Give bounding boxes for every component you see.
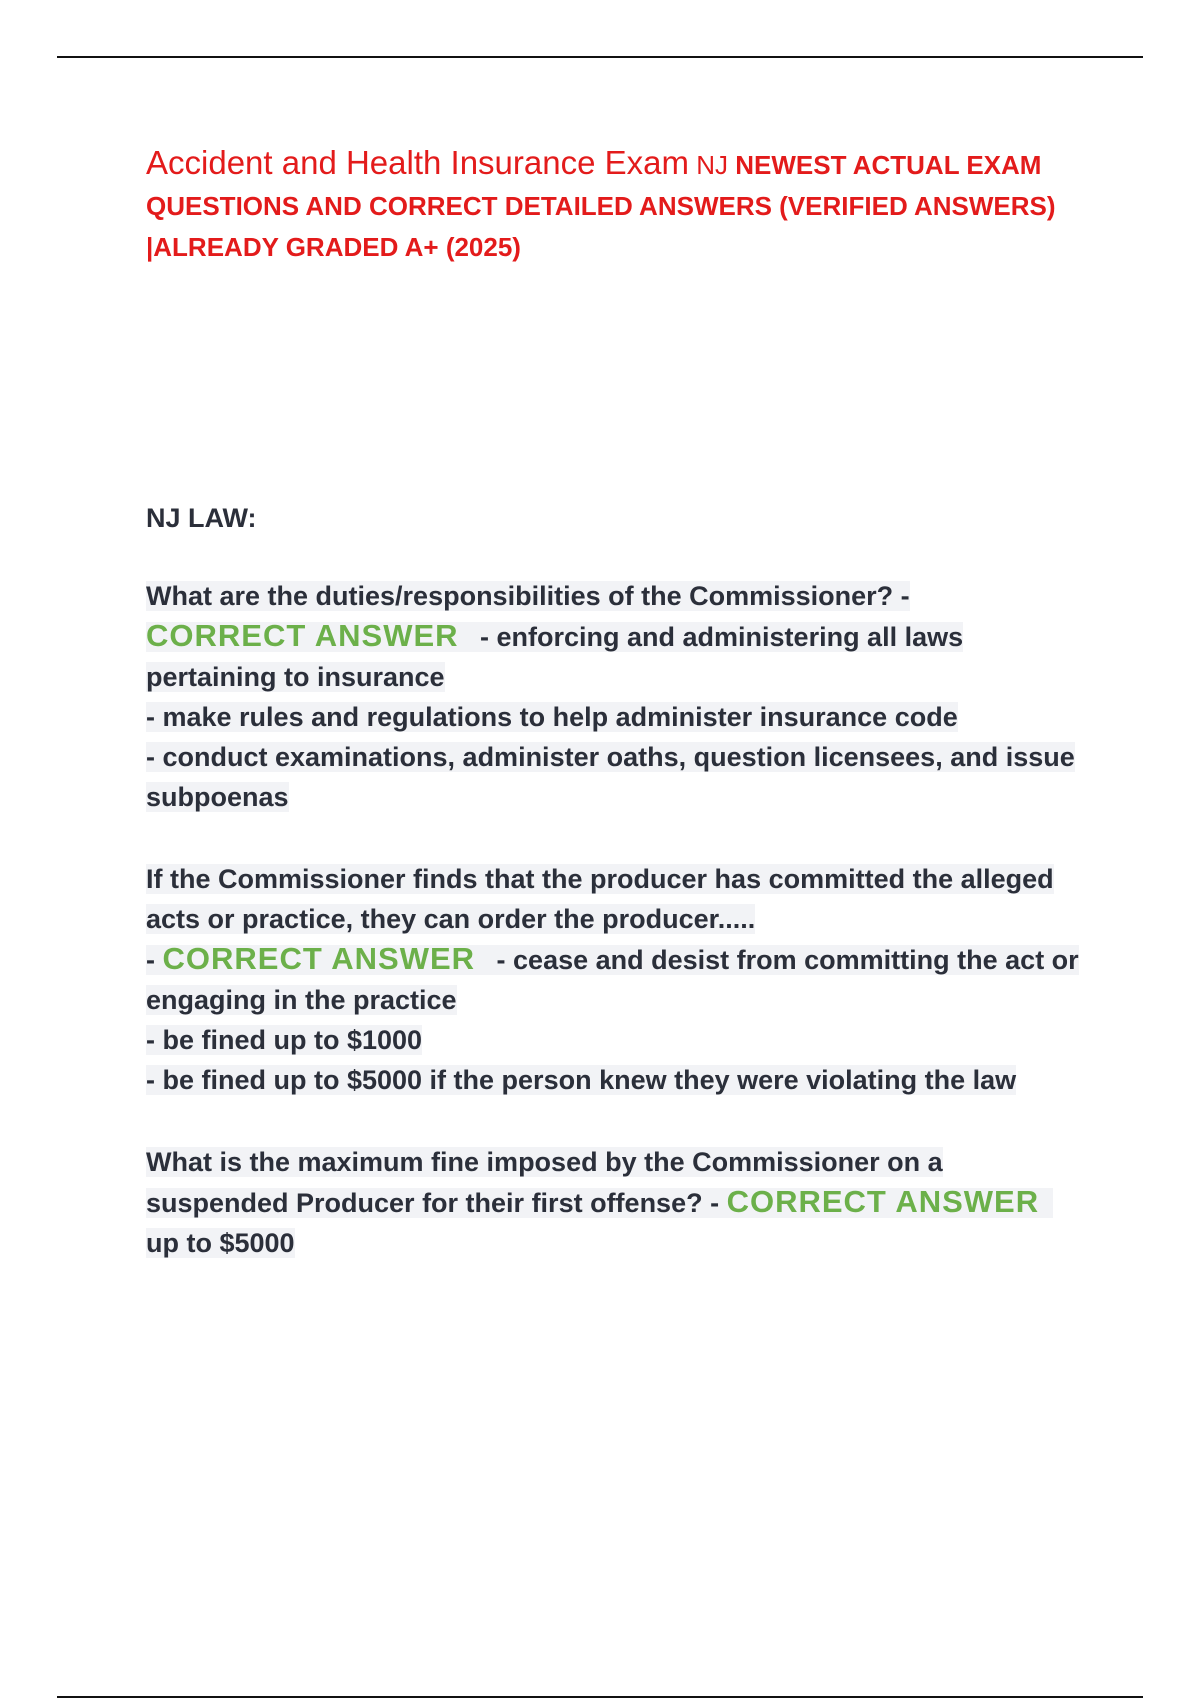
answer-line: - enforcing and administering all laws pertaining to insurance (146, 622, 964, 692)
qa-block (146, 1142, 1091, 1263)
title-main: Accident and Health Insurance Exam (146, 144, 689, 181)
answer-line: - cease and desist from committing the act or engaging in the practice (146, 945, 1079, 1015)
document-body (146, 142, 1091, 1263)
answer-line: - be fined up to $1000 (146, 1025, 423, 1055)
correct-answer-label: CORRECT ANSWER (162, 941, 476, 976)
answer-line: - conduct examinations, administer oaths, question licensees, and issue subpoenas (146, 742, 1075, 812)
document-title (146, 142, 1091, 268)
correct-answer-label: CORRECT ANSWER (726, 1184, 1040, 1219)
qa-block (146, 859, 1091, 1100)
answer-line: - be fined up to $5000 if the person knew they were violating the law (146, 1065, 1017, 1095)
answer-line: - make rules and regulations to help administer insurance code (146, 702, 958, 732)
section-heading: NJ LAW: (146, 503, 257, 533)
title-nj: NJ (696, 150, 728, 180)
question-text: If the Commissioner finds that the producer has committed the alleged acts or practice, they can order the producer..... (146, 864, 1054, 934)
answer-line: up to $5000 (146, 1228, 295, 1258)
label-prefix: - (146, 945, 155, 975)
correct-answer-label: CORRECT ANSWER (146, 618, 459, 653)
qa-block (146, 576, 1091, 817)
bottom-divider (57, 1696, 1143, 1698)
top-divider (57, 56, 1143, 58)
question-text: What is the maximum fine imposed by the Commissioner on a suspended Producer for their first offense? - (146, 1147, 943, 1218)
title-rest: NEWEST ACTUAL EXAM QUESTIONS AND CORRECT DETAILED ANSWERS (VERIFIED ANSWERS) |ALREADY GRADED A+ (2025) (146, 150, 1056, 262)
question-text: What are the duties/responsibilities of the Commissioner? - (146, 581, 910, 611)
